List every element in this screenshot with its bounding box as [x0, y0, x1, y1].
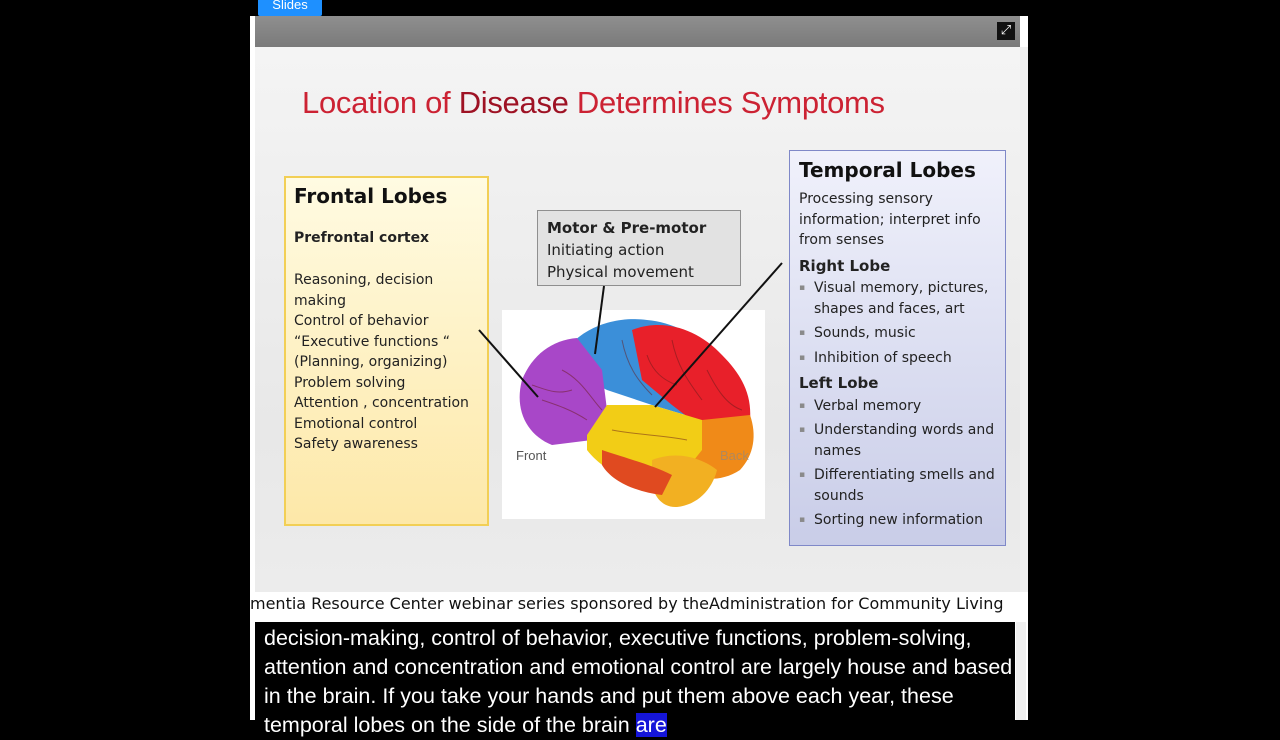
frontal-item: Safety awareness	[294, 436, 418, 452]
right-lobe-heading: Right Lobe	[799, 256, 891, 275]
temporal-heading: Temporal Lobes	[799, 158, 976, 182]
frontal-item: “Executive functions “ (Planning, organizing)	[294, 333, 451, 370]
right-lobe-list	[799, 278, 996, 368]
caption-highlight: are	[635, 713, 667, 737]
frontal-item: Reasoning, decision making	[294, 272, 434, 309]
frontal-item: Control of behavior	[294, 313, 429, 329]
list-item: ▪ Differentiating smells and sounds	[799, 465, 996, 506]
caption-text	[264, 624, 1014, 740]
list-item: ▪ Visual memory, pictures, shapes and faces, art	[799, 278, 996, 319]
slide-title-part2: Disease	[458, 85, 569, 120]
motor-title: Motor & Pre-motor	[547, 219, 707, 237]
front-label: Front	[516, 448, 547, 463]
frontal-subheading: Prefrontal cortex	[294, 230, 430, 246]
temporal-lobes-panel	[789, 150, 1006, 546]
player-top-bar	[250, 0, 1028, 16]
motor-line: Initiating action	[547, 241, 665, 259]
left-lobe-list	[799, 396, 996, 531]
expand-icon[interactable]: ⤢	[997, 22, 1015, 40]
frontal-heading: Frontal Lobes	[294, 184, 448, 208]
frontal-item: Problem solving	[294, 374, 406, 391]
sponsor-ticker: mentia Resource Center webinar series sponsored by theAdministration for Community Living	[250, 592, 1028, 616]
motor-pointer-line	[595, 286, 604, 354]
temporal-pointer-line	[655, 263, 782, 407]
caption-body: decision-making, control of behavior, executive functions, problem-solving, attention and concentration and emotional control are largely house and based in the brain. If you take your hands and put them above each year, these temporal lobes on the side of the brain	[264, 626, 1013, 737]
frontal-pointer-line	[479, 330, 538, 397]
left-lobe-heading: Left Lobe	[799, 374, 879, 392]
list-item: ▪ Verbal memory	[799, 396, 996, 417]
slide-title-part3: Determines Symptoms	[568, 85, 885, 120]
slide-toolbar	[255, 16, 1020, 47]
list-item: ▪ Inhibition of speech	[799, 348, 996, 369]
slide-title-part1: Location of	[302, 85, 459, 120]
presentation-slide	[255, 47, 1020, 592]
back-label: Back	[720, 448, 749, 463]
slides-tab[interactable]: Slides	[258, 0, 322, 16]
temporal-intro: Processing sensory information; interpret info from senses	[799, 191, 981, 248]
list-item: ▪ Understanding words and names	[799, 420, 996, 461]
list-item: ▪ Sounds, music	[799, 323, 996, 344]
list-item: ▪ Sorting new information	[799, 510, 996, 531]
captions-scrollbar[interactable]	[1016, 622, 1026, 720]
frontal-item: Attention , concentration	[294, 395, 469, 411]
video-player	[250, 0, 1028, 737]
closed-captions	[255, 622, 1015, 737]
frontal-item: Emotional control	[294, 415, 418, 432]
motor-line: Physical movement	[547, 263, 694, 281]
slide-edge	[1020, 47, 1028, 592]
